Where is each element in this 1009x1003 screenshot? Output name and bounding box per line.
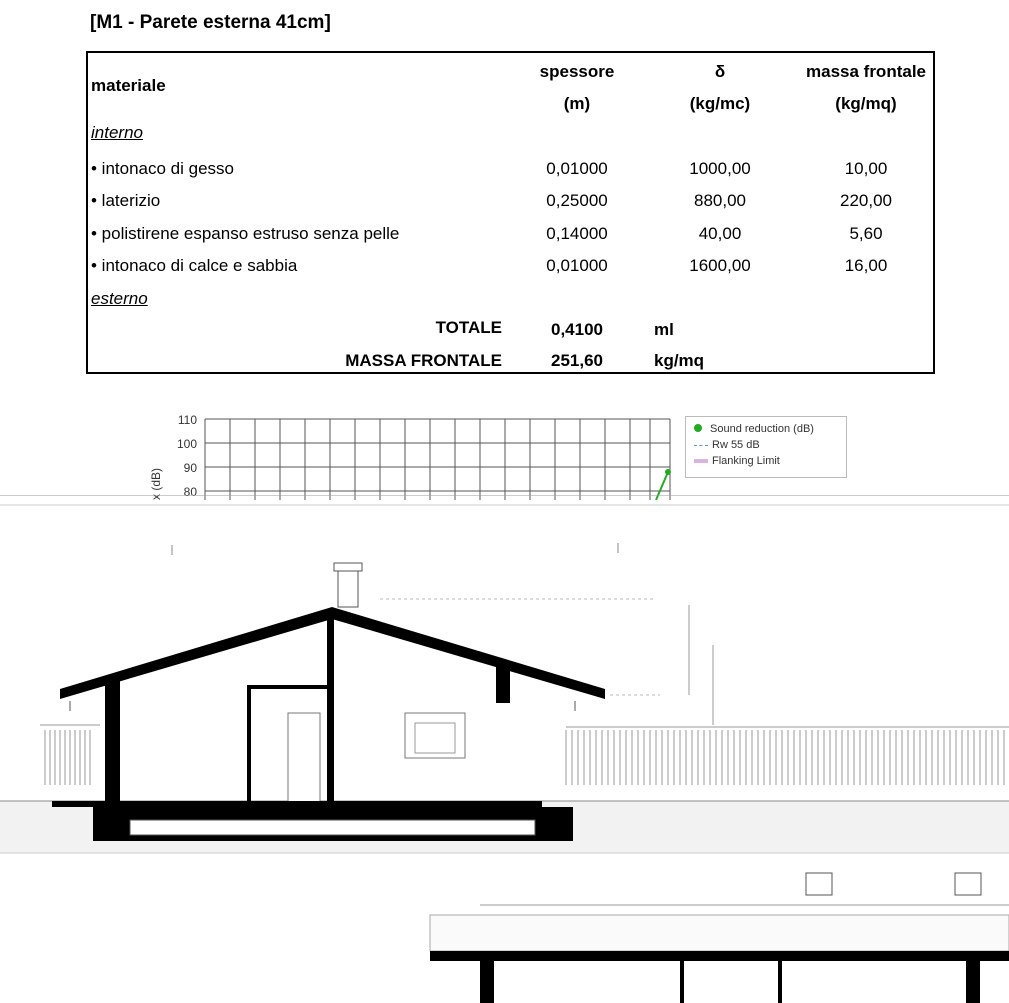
label-interno: interno	[91, 123, 143, 142]
legend-band-icon	[694, 459, 708, 463]
row-delta: 1600,00	[689, 256, 751, 275]
legend-marker-icon	[694, 424, 702, 432]
legend-item-flanking: Flanking Limit	[694, 455, 780, 467]
lower-roof	[430, 915, 1009, 951]
chimney	[338, 567, 358, 607]
legend-item-sound: Sound reduction (dB)	[694, 423, 814, 435]
row-massa: 10,00	[844, 159, 888, 178]
totale-unit: ml	[654, 320, 674, 339]
header-delta-unit: (kg/mc)	[689, 94, 751, 113]
y-tick: 80	[183, 485, 197, 499]
totale-label: TOTALE	[435, 318, 502, 337]
row-spessore: 0,25000	[546, 191, 608, 210]
massa-frontale-label: MASSA FRONTALE	[345, 351, 502, 370]
row-name: • intonaco di gesso	[91, 159, 234, 178]
section-title: [M1 - Parete esterna 41cm]	[90, 12, 331, 33]
header-delta: δ	[714, 62, 726, 81]
left-wall	[105, 677, 120, 807]
header-materiale: materiale	[91, 76, 166, 95]
massa-frontale-unit: kg/mq	[654, 351, 705, 370]
sound-reduction-chart	[0, 400, 1009, 500]
row-delta: 40,00	[698, 224, 742, 243]
row-spessore: 0,01000	[546, 256, 608, 275]
legend-line-icon	[694, 445, 708, 446]
row-delta: 1000,00	[689, 159, 751, 178]
row-spessore: 0,01000	[546, 159, 608, 178]
y-axis-label: x (dB)	[149, 467, 163, 500]
chart-grid	[205, 419, 670, 500]
y-tick: 110	[177, 413, 197, 427]
y-tick: 100	[176, 437, 197, 451]
fence	[45, 730, 1004, 785]
header-massa: massa frontale	[806, 62, 926, 81]
label-esterno: esterno	[91, 289, 148, 308]
crawlspace	[130, 820, 535, 835]
header-spessore-unit: (m)	[563, 94, 591, 113]
row-delta: 880,00	[694, 191, 746, 210]
row-name: • polistirene espanso estruso senza pelle	[91, 224, 400, 243]
chart-legend	[685, 416, 847, 478]
row-spessore: 0,14000	[546, 224, 608, 243]
row-name: • laterizio	[91, 191, 161, 210]
building-section-drawing	[0, 495, 1009, 1003]
row-massa: 5,60	[849, 224, 883, 243]
row-massa: 220,00	[840, 191, 892, 210]
header-spessore: spessore	[539, 62, 615, 81]
materials-table	[86, 51, 935, 374]
massa-frontale-value: 251,60	[551, 351, 603, 370]
y-tick: 90	[183, 461, 197, 475]
sound-reduction-point	[665, 469, 671, 475]
totale-value: 0,4100	[551, 320, 603, 339]
header-massa-unit: (kg/mq)	[835, 94, 897, 113]
row-massa: 16,00	[844, 256, 888, 275]
legend-item-rw: Rw 55 dB	[694, 439, 760, 451]
row-name: • intonaco di calce e sabbia	[91, 256, 298, 275]
